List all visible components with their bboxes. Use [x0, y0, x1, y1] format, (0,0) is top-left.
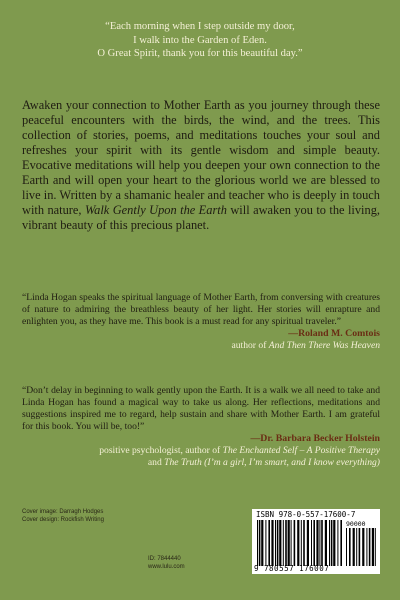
barcode-stripe — [316, 520, 318, 566]
quote-line-2: I walk into the Garden of Eden. — [133, 34, 267, 46]
barcode-stripe — [333, 520, 335, 566]
barcode-bars — [257, 520, 343, 566]
barcode-stripe — [277, 520, 279, 566]
barcode-stripe — [271, 520, 273, 566]
book-description — [22, 98, 380, 233]
endorser-role-line-2 — [22, 457, 380, 469]
publisher-site: www.lulu.com — [148, 564, 185, 570]
barcode-stripe — [288, 520, 290, 566]
barcode-stripe — [346, 528, 347, 566]
isbn-label: ISBN 978-0-557-17600-7 — [256, 510, 356, 519]
barcode-stripe — [366, 528, 367, 566]
barcode-addon-bars — [346, 528, 376, 566]
barcode-stripe — [369, 528, 371, 566]
endorser-name: —Roland M. Comtois — [288, 328, 380, 339]
role-book-title: And Then There Was Heaven — [268, 340, 380, 351]
barcode-stripe — [372, 528, 374, 566]
cover-image-credit: Cover image: Darragh Hodges — [22, 509, 104, 515]
barcode-stripe — [283, 520, 284, 566]
barcode-stripe — [349, 528, 351, 566]
description-text: Awaken your connection to Mother Earth as you journey through these peaceful encounters with the birds, the wind, and the trees. This collection of stories, poems, and meditations touches your soul and refreshes your spirit with its gentle wisdom and simple beauty. Evocative meditations will help you deepen your own connection to the Earth and will open your heart to the glorious world we are blessed to live in. Written by a shamanic healer and teacher who is deeply in touch with nature, — [22, 98, 380, 217]
role-and: and — [147, 457, 162, 468]
role-book-title: The Enchanted Self – A Positive Therapy — [222, 445, 380, 456]
barcode-stripe — [268, 520, 270, 566]
endorsement-comtois — [22, 292, 380, 352]
barcode-stripe — [319, 520, 320, 566]
barcode-stripe — [279, 520, 281, 566]
barcode-stripe — [313, 520, 315, 566]
barcode-stripe — [259, 520, 261, 566]
barcode-stripe — [331, 520, 333, 566]
barcode-stripe — [321, 520, 323, 566]
barcode-stripe — [353, 528, 355, 566]
endorsement-holstein — [22, 385, 380, 469]
role-prefix: author of — [231, 340, 267, 351]
barcode-stripe — [285, 520, 287, 566]
price-code: 90000 — [346, 520, 366, 528]
barcode-digits: 9 780557 176007 — [254, 564, 330, 573]
endorser-name: —Dr. Barbara Becker Holstein — [250, 433, 380, 444]
book-title-italic: Walk Gently Upon the Earth — [84, 203, 227, 217]
endorsement-text: “Linda Hogan speaks the spiritual language of Mother Earth, from conversing with creatures of nature to admiring the breathless beauty of her light. Her stories will enrapture and enlighten you, as they have me. This book is a must read for any spiritual traveler.” — [22, 292, 380, 327]
role-prefix: positive psychologist, author of — [99, 445, 221, 456]
endorsement-text: “Don’t delay in beginning to walk gently upon the Earth. It is a walk we all need to take and Linda Hogan has found a magical way to take us along. Her reflections, meditations and suggestions inspired me to regard, help sustain and share with Mother Earth. I am grateful for this book. You will be, too!” — [22, 385, 380, 432]
quote-line-3: O Great Spirit, thank you for this beautiful day.” — [97, 48, 303, 59]
description-text-end: will awaken you to the living, vibrant beauty of this precious planet. — [22, 203, 380, 232]
barcode-stripe — [340, 520, 342, 566]
barcode-stripe — [325, 520, 327, 566]
barcode-stripe — [359, 528, 361, 566]
barcode-stripe — [261, 520, 263, 566]
endorser-role — [22, 340, 380, 352]
barcode-stripe — [307, 520, 309, 566]
quote-line-1: “Each morning when I step outside my door, — [105, 21, 295, 32]
endorser-role-line-1 — [22, 445, 380, 457]
barcode-stripe — [265, 520, 266, 566]
barcode-stripe — [291, 520, 292, 566]
barcode-stripe — [303, 520, 305, 566]
barcode-stripe — [275, 520, 276, 566]
cover-design-credit: Cover design: Rockfish Writing — [22, 517, 104, 523]
barcode-stripe — [301, 520, 302, 566]
barcode-stripe — [311, 520, 312, 566]
barcode-stripe — [297, 520, 299, 566]
epigraph-quote — [0, 20, 400, 61]
cover-credits — [22, 508, 104, 524]
isbn-barcode — [252, 509, 380, 574]
barcode-stripe — [356, 528, 357, 566]
barcode-stripe — [257, 520, 258, 566]
role-book-title: The Truth (I’m a girl, I’m smart, and I know everything) — [164, 457, 380, 468]
barcode-stripe — [337, 520, 338, 566]
publisher-id: ID: 7844440 — [148, 556, 181, 562]
barcode-stripe — [362, 528, 364, 566]
barcode-stripe — [329, 520, 330, 566]
barcode-stripe — [375, 528, 376, 566]
publisher-info — [148, 555, 185, 571]
barcode-stripe — [294, 520, 296, 566]
